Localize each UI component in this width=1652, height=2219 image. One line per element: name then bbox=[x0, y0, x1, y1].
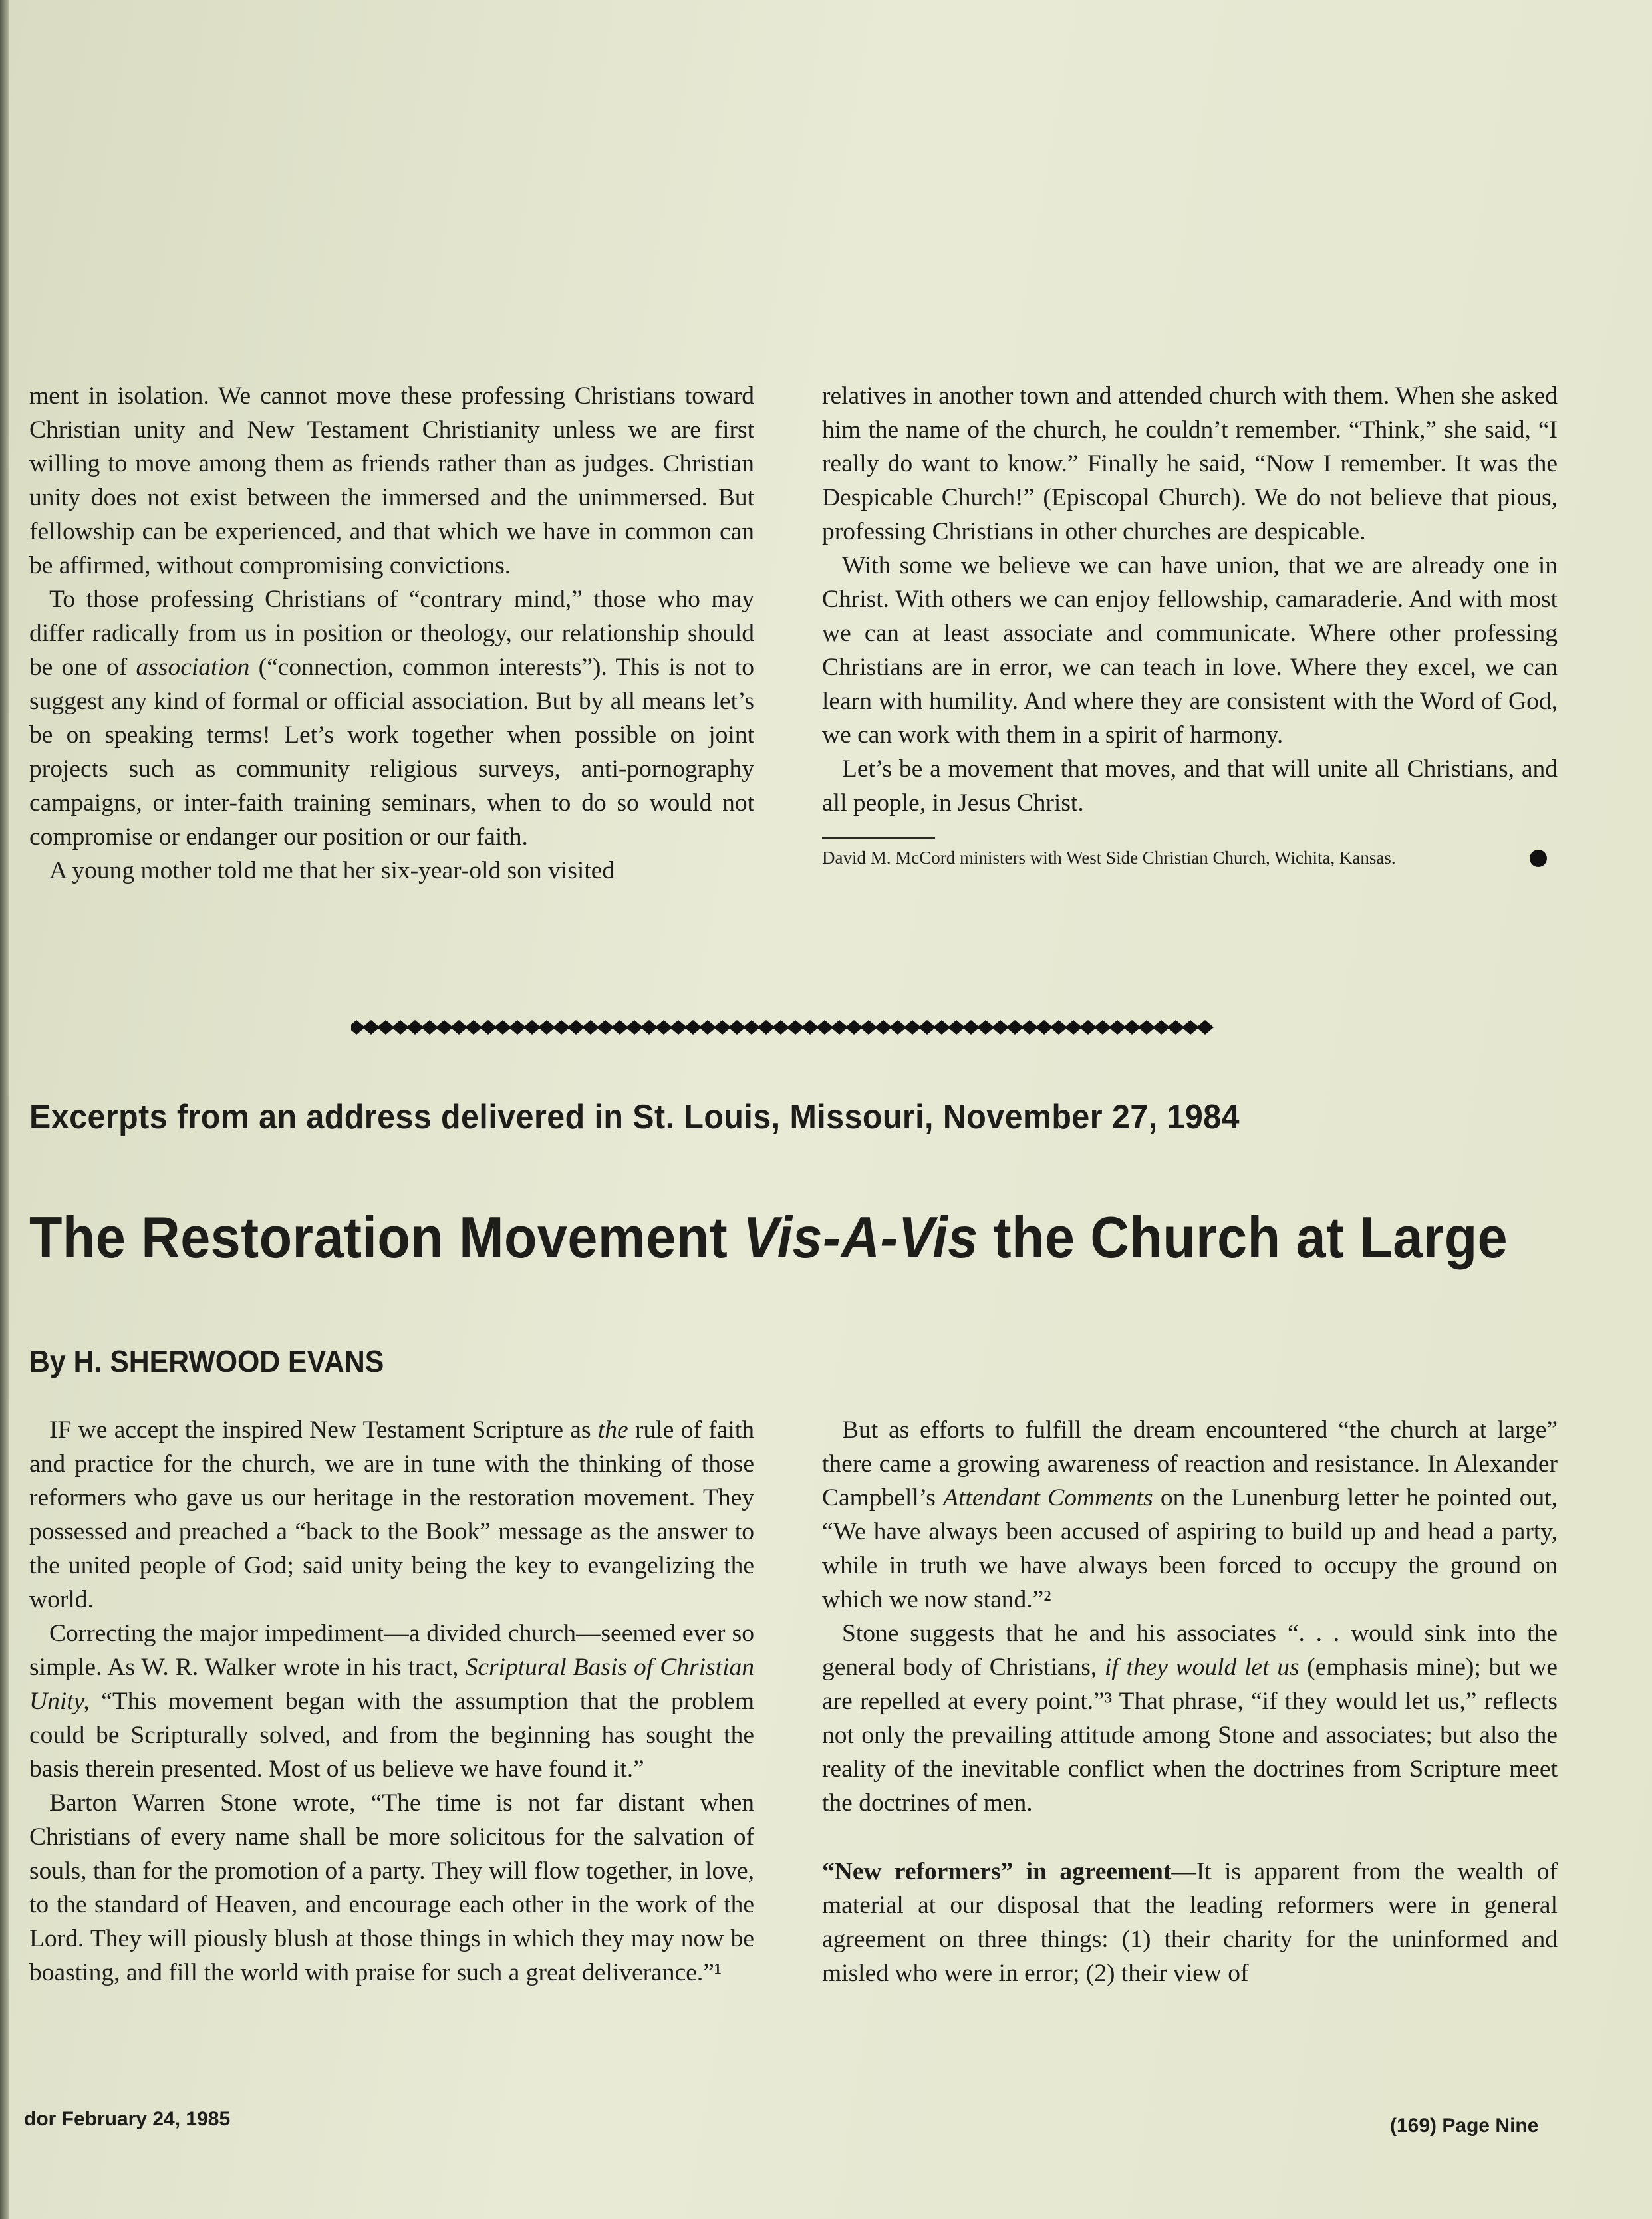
article-title bbox=[29, 1204, 1508, 1271]
italic-word: association bbox=[136, 654, 250, 681]
paragraph: A young mother told me that her six-year-old son visited bbox=[49, 857, 615, 884]
text-run: (“connection, common interests”). This is not to suggest any kind of formal or official association. But by all means let’s be on speaking terms! Let’s work together when possible on joint projects such as community religious surveys, anti-pornography campaigns, or inter-faith training seminars, when to do so would not compromise or endanger our position or our faith. bbox=[29, 654, 754, 850]
text-run: IF we accept the inspired New Testament Scripture as bbox=[49, 1416, 598, 1444]
title-text: The Restoration Movement bbox=[29, 1204, 744, 1270]
diamond-ornament bbox=[1196, 1020, 1214, 1035]
text-run: But as efforts to fulfill the dream encountered “the church at large” there came a growing awareness of reaction and resistance. In Alexander Campbell’s bbox=[822, 1416, 1558, 1511]
title-italic: Vis-A-Vis bbox=[743, 1204, 978, 1270]
italic-title: Attendant Comments bbox=[943, 1484, 1153, 1511]
paragraph bbox=[822, 1413, 1558, 1617]
paragraph: relatives in another town and attended church with them. When she asked him the name of the church, he couldn’t remember. “Think,” she said, “I really do want to know.” Finally he said, “Now I remember. It was the Despicable Church!” (Episcopal Church). We do not believe that pious, professing Christians in other churches are despicable. bbox=[822, 382, 1558, 545]
text-run: Stone suggests that he and his associates “. . . would sink into the general body of Christians, bbox=[822, 1620, 1558, 1681]
end-of-article-bullet bbox=[1530, 850, 1547, 867]
article-right-column bbox=[822, 1413, 1558, 1990]
byline: By H. SHERWOOD EVANS bbox=[29, 1344, 384, 1378]
top-article-left-column bbox=[29, 379, 754, 888]
text-run: To those professing Christians of “contrary mind,” those who may differ radically from us in position or theology, our relationship should be one of bbox=[29, 586, 754, 681]
subheading: “New reformers” in agreement bbox=[822, 1858, 1172, 1885]
page-number: (169) Page Nine bbox=[1390, 2115, 1539, 2137]
issue-date: dor February 24, 1985 bbox=[24, 2108, 231, 2130]
article-kicker: Excerpts from an address delivered in St. Louis, Missouri, November 27, 1984 bbox=[29, 1098, 1240, 1136]
title-text: the Church at Large bbox=[978, 1204, 1508, 1270]
paragraph bbox=[822, 1855, 1558, 1990]
paragraph: Barton Warren Stone wrote, “The time is not far distant when Christians of every name shall be more solicitous for the salvation of souls, than for the promotion of a party. They will flow together, in love, to the standard of Heaven, and encourage each other in the work of the Lord. They will piously blush at those things in which they may now be boasting, and fill the world with praise for such a great deliverance.”¹ bbox=[29, 1789, 754, 1986]
text-run: Correcting the major impediment—a divided church—seemed ever so simple. As W. R. Walker wrote in his tract, bbox=[29, 1620, 754, 1681]
author-note: David M. McCord ministers with West Side Christian Church, Wichita, Kansas. bbox=[822, 848, 1396, 868]
paragraph bbox=[29, 583, 754, 854]
text-run: on the Lunenburg letter he pointed out, “We have always been accused of aspiring to build up and head a party, while in truth we have always been forced to occupy the ground on which we now stand.”² bbox=[822, 1484, 1558, 1613]
diamond-divider bbox=[351, 1019, 1219, 1036]
text-run: (emphasis mine); but we are repelled at every point.”³ That phrase, “if they would let us,” reflects not only the prevailing attitude among Stone and associates; but also the reality of the inevitable conflict when the doctrines from Scripture meet the doctrines of men. bbox=[822, 1654, 1558, 1817]
text-run: “This movement began with the assumption that the problem could be Scripturally solved, and from the beginning has sought the basis therein presented. Most of us believe we have found it.” bbox=[29, 1688, 754, 1783]
paragraph bbox=[822, 1617, 1558, 1820]
paragraph: ment in isolation. We cannot move these professing Christians toward Christian unity and New Testament Christianity unless we are first willing to move among them as friends rather than as judges. Christian unity does not exist between the immersed and the unimmersed. But fellowship can be experienced, and that which we have in common can be affirmed, without compromising convictions. bbox=[29, 382, 754, 579]
text-run: —It is apparent from the wealth of material at our disposal that the leading reformers were in general agreement on three things: (1) their charity for the uninformed and misled who were in error; (2) their view of bbox=[822, 1858, 1558, 1987]
top-article-right-column bbox=[822, 379, 1558, 870]
paragraph: Let’s be a movement that moves, and that will unite all Christians, and all people, in Jesus Christ. bbox=[822, 755, 1558, 817]
paragraph bbox=[29, 1413, 754, 1617]
paragraph: With some we believe we can have union, that we are already one in Christ. With others we can enjoy fellowship, camaraderie. And with most we can at least associate and communicate. Where other professing Christians are in error, we can teach in love. Where they excel, we can learn with humility. And where they are consistent with the Word of God, we can work with them in a spirit of harmony. bbox=[822, 552, 1558, 749]
italic-phrase: if they would let us bbox=[1104, 1654, 1300, 1681]
italic-word: the bbox=[597, 1416, 628, 1444]
article-left-column bbox=[29, 1413, 754, 1990]
text-run: rule of faith and practice for the church, we are in tune with the thinking of those reformers who gave us our heritage in the restoration movement. They possessed and preached a “back to the Book” message as the answer to the united people of God; said unity being the key to evangelizing the world. bbox=[29, 1416, 754, 1613]
italic-title: Scriptural Basis of Christian Unity, bbox=[29, 1654, 754, 1715]
paragraph bbox=[29, 1617, 754, 1786]
page-spine-shadow bbox=[0, 0, 9, 2219]
author-note-rule bbox=[822, 837, 935, 839]
